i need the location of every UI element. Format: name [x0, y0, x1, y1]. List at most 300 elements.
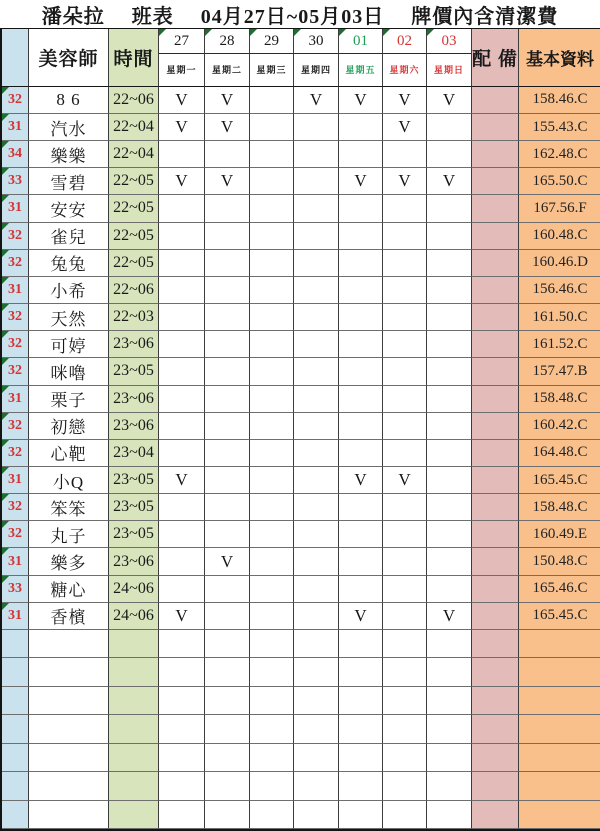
staff-name-cell: 天然 — [29, 304, 109, 331]
shift-time-cell: 22~05 — [109, 223, 159, 250]
day-mark-cell — [205, 223, 250, 250]
date-label: 29 — [250, 29, 293, 54]
day-mark-cell — [383, 772, 427, 800]
staff-name-cell: 兔兔 — [29, 250, 109, 277]
day-header-03 — [427, 29, 472, 87]
day-mark-cell — [339, 413, 383, 440]
staff-name-cell — [29, 715, 109, 743]
staff-number-cell — [2, 772, 29, 800]
table-row — [2, 494, 598, 521]
staff-name-cell — [29, 801, 109, 829]
shift-time-cell: 22~04 — [109, 114, 159, 141]
equipment-cell — [472, 440, 519, 467]
table-row — [2, 277, 598, 304]
day-mark-cell — [339, 576, 383, 603]
day-mark-cell: V — [383, 87, 427, 114]
staff-number-cell — [2, 687, 29, 715]
day-mark-cell — [250, 386, 294, 413]
staff-name-cell — [29, 744, 109, 772]
staff-name-cell — [29, 630, 109, 658]
day-mark-cell — [339, 440, 383, 467]
equipment-cell — [472, 801, 519, 829]
date-label: 30 — [294, 29, 338, 54]
staff-number-cell — [2, 801, 29, 829]
day-mark-cell — [205, 250, 250, 277]
day-mark-cell — [250, 413, 294, 440]
day-mark-cell — [159, 521, 205, 548]
empty-table-row — [2, 744, 598, 772]
staff-number-cell: 32 — [2, 331, 29, 358]
schedule-table — [0, 28, 600, 831]
table-row — [2, 114, 598, 141]
day-mark-cell — [339, 223, 383, 250]
day-mark-cell — [205, 715, 250, 743]
day-mark-cell — [205, 304, 250, 331]
staff-name-cell: 糖心 — [29, 576, 109, 603]
staff-name-cell: 咪嚕 — [29, 358, 109, 385]
day-mark-cell — [339, 548, 383, 575]
basic-info-cell: 167.56.F — [519, 195, 600, 222]
staff-name-cell: 汽水 — [29, 114, 109, 141]
day-mark-cell — [205, 277, 250, 304]
staff-name-cell: 栗子 — [29, 386, 109, 413]
empty-table-row — [2, 715, 598, 743]
staff-number-cell: 32 — [2, 358, 29, 385]
shift-time-cell — [109, 772, 159, 800]
shift-time-cell: 22~05 — [109, 168, 159, 195]
staff-number-cell: 31 — [2, 603, 29, 630]
day-mark-cell — [159, 223, 205, 250]
basic-info-cell: 160.48.C — [519, 223, 600, 250]
day-mark-cell — [383, 801, 427, 829]
day-mark-cell — [383, 494, 427, 521]
shift-time-cell: 22~03 — [109, 304, 159, 331]
shift-time-cell — [109, 658, 159, 686]
basic-info-cell — [519, 630, 600, 658]
day-mark-cell — [205, 331, 250, 358]
day-mark-cell — [294, 304, 339, 331]
day-mark-cell — [205, 358, 250, 385]
staff-name-cell — [29, 772, 109, 800]
day-mark-cell — [250, 630, 294, 658]
day-mark-cell — [383, 630, 427, 658]
weekday-label: 星期一 — [166, 65, 197, 76]
day-mark-cell — [205, 687, 250, 715]
table-row — [2, 413, 598, 440]
day-mark-cell — [159, 548, 205, 575]
day-mark-cell — [339, 687, 383, 715]
day-mark-cell — [427, 521, 472, 548]
day-mark-cell: V — [383, 168, 427, 195]
day-mark-cell — [383, 413, 427, 440]
day-mark-cell — [339, 277, 383, 304]
staff-name-cell: 丸子 — [29, 521, 109, 548]
staff-number-cell — [2, 744, 29, 772]
day-mark-cell — [383, 250, 427, 277]
staff-number-cell: 33 — [2, 168, 29, 195]
table-row — [2, 521, 598, 548]
day-mark-cell: V — [159, 168, 205, 195]
day-mark-cell — [383, 576, 427, 603]
shift-time-cell: 23~06 — [109, 413, 159, 440]
equipment-cell — [472, 744, 519, 772]
day-mark-cell — [427, 304, 472, 331]
day-mark-cell — [250, 658, 294, 686]
staff-number-cell: 33 — [2, 576, 29, 603]
equipment-cell — [472, 772, 519, 800]
day-mark-cell — [339, 141, 383, 168]
day-mark-cell — [294, 277, 339, 304]
day-mark-cell: V — [383, 467, 427, 494]
staff-name-cell: 笨笨 — [29, 494, 109, 521]
weekday-label: 星期五 — [345, 65, 376, 76]
day-mark-cell — [159, 576, 205, 603]
day-mark-cell — [383, 277, 427, 304]
day-mark-cell — [250, 687, 294, 715]
day-mark-cell — [250, 223, 294, 250]
day-mark-cell — [205, 440, 250, 467]
day-mark-cell — [427, 687, 472, 715]
basic-info-cell: 162.48.C — [519, 141, 600, 168]
shift-time-cell: 23~05 — [109, 521, 159, 548]
header-corner-cell — [2, 29, 29, 87]
staff-number-cell: 34 — [2, 141, 29, 168]
day-mark-cell — [205, 658, 250, 686]
day-mark-cell — [383, 358, 427, 385]
day-mark-cell — [427, 223, 472, 250]
day-mark-cell — [427, 548, 472, 575]
day-mark-cell — [294, 413, 339, 440]
equipment-cell — [472, 304, 519, 331]
basic-info-cell: 164.48.C — [519, 440, 600, 467]
day-mark-cell — [339, 521, 383, 548]
header-time: 時間 — [109, 29, 159, 87]
staff-number-cell: 31 — [2, 114, 29, 141]
day-mark-cell — [383, 744, 427, 772]
shift-time-cell: 23~05 — [109, 494, 159, 521]
day-mark-cell: V — [205, 114, 250, 141]
day-mark-cell — [294, 141, 339, 168]
day-mark-cell — [205, 195, 250, 222]
day-mark-cell — [250, 168, 294, 195]
day-mark-cell — [250, 195, 294, 222]
day-mark-cell: V — [427, 87, 472, 114]
shift-time-cell: 22~06 — [109, 277, 159, 304]
day-mark-cell — [205, 413, 250, 440]
equipment-cell — [472, 141, 519, 168]
header-equipment: 配 備 — [472, 29, 519, 87]
table-row — [2, 195, 598, 222]
day-mark-cell — [339, 250, 383, 277]
day-mark-cell — [294, 114, 339, 141]
day-mark-cell — [427, 250, 472, 277]
basic-info-cell: 160.46.D — [519, 250, 600, 277]
equipment-cell — [472, 467, 519, 494]
day-mark-cell — [159, 358, 205, 385]
basic-info-cell: 155.43.C — [519, 114, 600, 141]
day-mark-cell — [250, 494, 294, 521]
basic-info-cell: 161.52.C — [519, 331, 600, 358]
day-mark-cell — [383, 386, 427, 413]
staff-name-cell: 初戀 — [29, 413, 109, 440]
day-header-30 — [294, 29, 339, 87]
day-mark-cell — [383, 687, 427, 715]
staff-name-cell: 雪碧 — [29, 168, 109, 195]
day-mark-cell — [427, 467, 472, 494]
staff-number-cell: 32 — [2, 250, 29, 277]
day-mark-cell — [294, 715, 339, 743]
day-mark-cell — [339, 304, 383, 331]
day-mark-cell — [159, 658, 205, 686]
day-mark-cell — [159, 141, 205, 168]
table-row — [2, 223, 598, 250]
table-row — [2, 440, 598, 467]
table-row — [2, 87, 598, 114]
day-mark-cell — [159, 386, 205, 413]
basic-info-cell — [519, 687, 600, 715]
day-mark-cell — [383, 195, 427, 222]
day-mark-cell — [250, 440, 294, 467]
day-mark-cell: V — [205, 168, 250, 195]
day-mark-cell — [205, 494, 250, 521]
day-mark-cell — [339, 630, 383, 658]
staff-number-cell: 31 — [2, 195, 29, 222]
day-mark-cell — [339, 715, 383, 743]
shift-time-cell — [109, 687, 159, 715]
day-mark-cell — [383, 548, 427, 575]
shift-time-cell — [109, 744, 159, 772]
day-mark-cell — [205, 521, 250, 548]
day-mark-cell — [250, 744, 294, 772]
staff-name-cell: 心靶 — [29, 440, 109, 467]
day-mark-cell — [294, 358, 339, 385]
staff-number-cell: 31 — [2, 548, 29, 575]
day-mark-cell: V — [427, 168, 472, 195]
day-mark-cell — [250, 87, 294, 114]
weekday-label: 星期四 — [300, 65, 331, 76]
day-header-27 — [159, 29, 205, 87]
shift-time-cell: 23~06 — [109, 548, 159, 575]
day-mark-cell — [250, 304, 294, 331]
day-mark-cell: V — [339, 467, 383, 494]
equipment-cell — [472, 87, 519, 114]
day-mark-cell — [159, 801, 205, 829]
day-mark-cell — [250, 548, 294, 575]
day-mark-cell — [427, 744, 472, 772]
day-mark-cell — [159, 331, 205, 358]
shift-time-cell: 22~04 — [109, 141, 159, 168]
staff-name-cell: 香檳 — [29, 603, 109, 630]
day-mark-cell — [427, 715, 472, 743]
table-row — [2, 548, 598, 575]
day-mark-cell — [250, 772, 294, 800]
day-mark-cell — [339, 772, 383, 800]
basic-info-cell: 165.45.C — [519, 603, 600, 630]
day-mark-cell — [250, 141, 294, 168]
day-header-28 — [205, 29, 250, 87]
day-mark-cell: V — [339, 603, 383, 630]
day-mark-cell — [427, 331, 472, 358]
day-mark-cell — [159, 715, 205, 743]
day-mark-cell — [427, 413, 472, 440]
day-mark-cell: V — [294, 87, 339, 114]
day-mark-cell — [250, 715, 294, 743]
day-mark-cell — [383, 658, 427, 686]
basic-info-cell: 160.42.C — [519, 413, 600, 440]
day-mark-cell — [339, 744, 383, 772]
day-mark-cell — [250, 576, 294, 603]
staff-number-cell: 32 — [2, 87, 29, 114]
day-mark-cell — [250, 358, 294, 385]
staff-number-cell: 32 — [2, 223, 29, 250]
basic-info-cell: 158.46.C — [519, 87, 600, 114]
basic-info-cell — [519, 715, 600, 743]
day-header-29 — [250, 29, 294, 87]
weekday-label: 星期六 — [389, 65, 420, 76]
shift-time-cell: 23~04 — [109, 440, 159, 467]
day-mark-cell — [383, 223, 427, 250]
day-mark-cell — [205, 141, 250, 168]
day-mark-cell — [383, 715, 427, 743]
day-mark-cell — [294, 168, 339, 195]
table-row — [2, 331, 598, 358]
staff-number-cell: 32 — [2, 521, 29, 548]
day-mark-cell — [205, 576, 250, 603]
table-row — [2, 576, 598, 603]
table-row — [2, 603, 598, 630]
day-mark-cell: V — [159, 467, 205, 494]
shift-time-cell: 23~05 — [109, 467, 159, 494]
day-mark-cell — [294, 744, 339, 772]
day-mark-cell: V — [339, 168, 383, 195]
equipment-cell — [472, 358, 519, 385]
basic-info-cell — [519, 658, 600, 686]
table-row — [2, 386, 598, 413]
day-mark-cell — [159, 630, 205, 658]
day-mark-cell — [294, 548, 339, 575]
day-mark-cell — [339, 801, 383, 829]
weekday-label: 星期日 — [433, 65, 464, 76]
weekday-label: 星期三 — [256, 65, 287, 76]
date-label: 27 — [159, 29, 204, 54]
day-mark-cell — [339, 658, 383, 686]
shift-time-cell — [109, 715, 159, 743]
shift-time-cell: 23~06 — [109, 386, 159, 413]
staff-name-cell: 可婷 — [29, 331, 109, 358]
day-mark-cell — [205, 630, 250, 658]
staff-name-cell: 8 6 — [29, 87, 109, 114]
day-mark-cell — [294, 603, 339, 630]
day-mark-cell — [294, 630, 339, 658]
day-mark-cell — [383, 304, 427, 331]
date-label: 03 — [427, 29, 471, 54]
equipment-cell — [472, 277, 519, 304]
empty-table-row — [2, 630, 598, 658]
shift-time-cell: 24~06 — [109, 603, 159, 630]
staff-number-cell: 32 — [2, 440, 29, 467]
basic-info-cell: 156.46.C — [519, 277, 600, 304]
day-header-02 — [383, 29, 427, 87]
day-mark-cell — [383, 603, 427, 630]
equipment-cell — [472, 250, 519, 277]
basic-info-cell: 157.47.B — [519, 358, 600, 385]
day-mark-cell — [294, 223, 339, 250]
shift-time-cell — [109, 801, 159, 829]
shift-time-cell: 23~06 — [109, 331, 159, 358]
day-mark-cell — [339, 195, 383, 222]
day-mark-cell — [294, 250, 339, 277]
day-mark-cell — [427, 141, 472, 168]
day-header-01 — [339, 29, 383, 87]
day-mark-cell — [427, 494, 472, 521]
equipment-cell — [472, 576, 519, 603]
page-title: 潘朵拉 班表 04月27日~05月03日 牌價內含清潔費 — [41, 5, 559, 28]
basic-info-cell: 160.49.E — [519, 521, 600, 548]
day-mark-cell — [205, 801, 250, 829]
equipment-cell — [472, 195, 519, 222]
staff-name-cell — [29, 658, 109, 686]
day-mark-cell — [427, 114, 472, 141]
day-mark-cell — [294, 687, 339, 715]
day-mark-cell — [159, 494, 205, 521]
day-mark-cell — [339, 114, 383, 141]
day-mark-cell — [427, 630, 472, 658]
staff-name-cell: 小Q — [29, 467, 109, 494]
staff-name-cell: 雀兒 — [29, 223, 109, 250]
day-mark-cell — [383, 331, 427, 358]
day-mark-cell — [159, 195, 205, 222]
basic-info-cell: 165.45.C — [519, 467, 600, 494]
equipment-cell — [472, 603, 519, 630]
day-mark-cell — [250, 250, 294, 277]
day-mark-cell — [383, 440, 427, 467]
date-label: 02 — [383, 29, 426, 54]
table-row — [2, 358, 598, 385]
table-row — [2, 467, 598, 494]
day-mark-cell — [294, 440, 339, 467]
staff-number-cell — [2, 658, 29, 686]
basic-info-cell: 158.48.C — [519, 386, 600, 413]
staff-name-cell — [29, 687, 109, 715]
day-mark-cell — [427, 195, 472, 222]
equipment-cell — [472, 386, 519, 413]
equipment-cell — [472, 331, 519, 358]
shift-time-cell: 24~06 — [109, 576, 159, 603]
header-beautician: 美容師 — [29, 29, 109, 87]
basic-info-cell: 165.50.C — [519, 168, 600, 195]
shift-time-cell: 22~05 — [109, 250, 159, 277]
date-label: 28 — [205, 29, 249, 54]
day-mark-cell: V — [339, 87, 383, 114]
staff-name-cell: 小希 — [29, 277, 109, 304]
day-mark-cell — [294, 658, 339, 686]
day-mark-cell — [159, 413, 205, 440]
day-mark-cell — [205, 603, 250, 630]
equipment-cell — [472, 114, 519, 141]
equipment-cell — [472, 521, 519, 548]
day-mark-cell — [294, 467, 339, 494]
shift-time-cell: 23~05 — [109, 358, 159, 385]
staff-number-cell: 31 — [2, 386, 29, 413]
date-label: 01 — [339, 29, 382, 54]
equipment-cell — [472, 494, 519, 521]
staff-name-cell: 樂多 — [29, 548, 109, 575]
day-mark-cell — [205, 744, 250, 772]
staff-number-cell — [2, 630, 29, 658]
equipment-cell — [472, 548, 519, 575]
day-mark-cell — [427, 801, 472, 829]
basic-info-cell: 161.50.C — [519, 304, 600, 331]
